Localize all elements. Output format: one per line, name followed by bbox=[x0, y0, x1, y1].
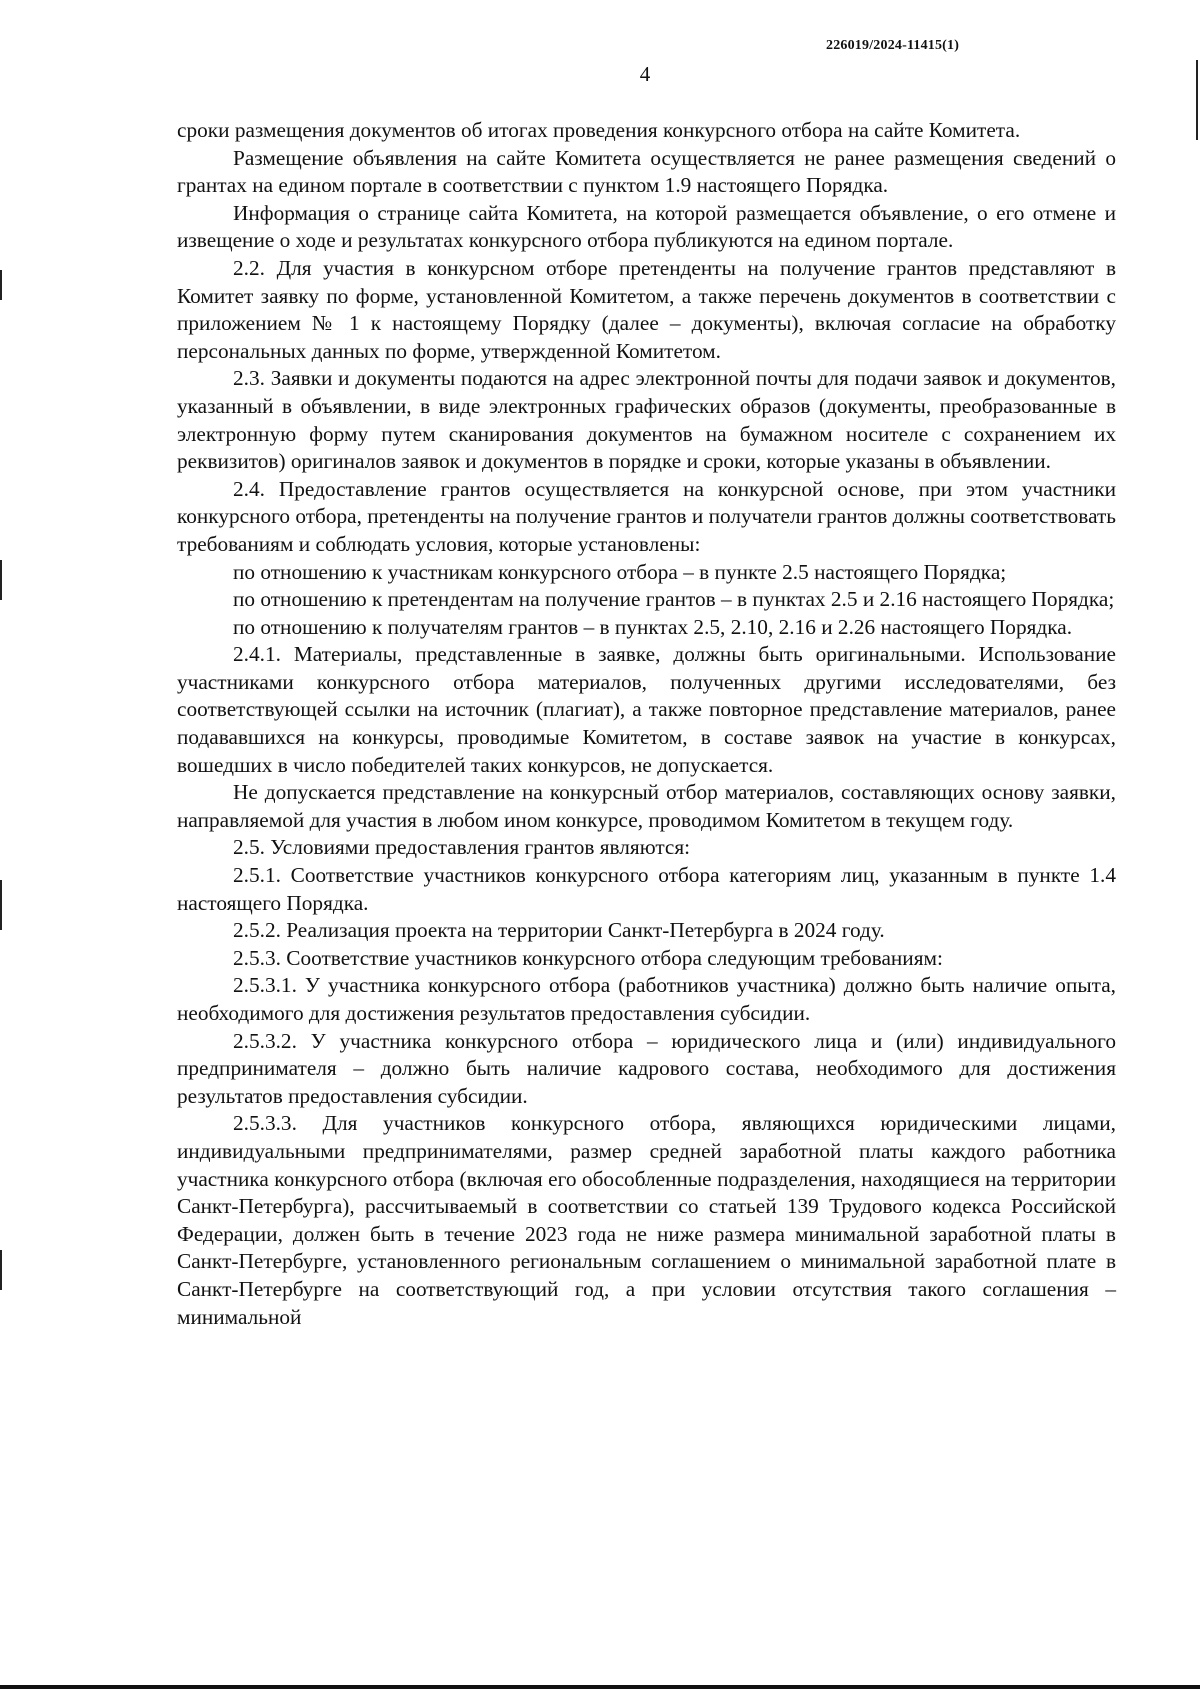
paragraph-2-4: 2.4. Предоставление грантов осуществляется на конкурсной основе, при этом участники конкурсного отбора, претенденты на получение грантов и получатели грантов должны соответствовать требованиям и соблюдать условия, которые установлены: bbox=[177, 476, 1116, 556]
paragraph-2-3: 2.3. Заявки и документы подаются на адрес электронной почты для подачи заявок и документов, указанный в объявлении, в виде электронных графических образов (документы, преобразованные в электронную форму путем сканирования документов на бумажном носителе с сохранением их реквизитов) оригиналов заявок и документов в порядке и сроки, которые указаны в объявлении. bbox=[177, 366, 1116, 474]
document-body bbox=[177, 117, 1116, 1331]
paragraph-2-4-1: 2.4.1. Материалы, представленные в заявке, должны быть оригинальными. Использование участниками конкурсного отбора материалов, полученных другими исследователями, без соответствующей ссылки на источник (плагиат), а также повторное представление материалов, ранее подававшихся на конкурсы, проводимые Комитетом, в составе заявок на участие в конкурсах, вошедших в число победителей таких конкурсов, не допускается. bbox=[177, 642, 1116, 777]
paragraph-2-2: 2.2. Для участия в конкурсном отборе претенденты на получение грантов представляют в Комитет заявку по форме, установленной Комитетом, а также перечень документов в соответствии с приложением № 1 к настоящему Порядку (далее – документы), включая согласие на обработку персональных данных по форме, утвержденной Комитетом. bbox=[177, 255, 1116, 363]
scan-bottom-edge bbox=[0, 1685, 1200, 1689]
paragraph-2-5-3-2: 2.5.3.2. У участника конкурсного отбора – юридического лица и (или) индивидуального предпринимателя – должно быть наличие кадрового состава, необходимого для достижения результатов предоставления субсидии. bbox=[177, 1028, 1116, 1108]
document-registration-number: 226019/2024-11415(1) bbox=[826, 38, 960, 53]
scan-edge-mark bbox=[0, 270, 2, 300]
paragraph: Размещение объявления на сайте Комитета осуществляется не ранее размещения сведений о грантах на едином портале в соответствии с пунктом 1.9 настоящего Порядка. bbox=[177, 145, 1116, 198]
scan-edge-mark bbox=[1196, 60, 1198, 140]
paragraph-2-5-2: 2.5.2. Реализация проекта на территории Санкт-Петербурга в 2024 году. bbox=[233, 918, 885, 943]
paragraph: по отношению к получателям грантов – в пунктах 2.5, 2.10, 2.16 и 2.26 настоящего Порядка. bbox=[233, 614, 1073, 639]
scan-edge-mark bbox=[0, 880, 2, 930]
paragraph-2-5: 2.5. Условиями предоставления грантов являются: bbox=[233, 835, 691, 860]
paragraph: по отношению к участникам конкурсного отбора – в пункте 2.5 настоящего Порядка; bbox=[233, 559, 1007, 584]
page-number: 4 bbox=[639, 62, 651, 86]
paragraph: Не допускается представление на конкурсный отбор материалов, составляющих основу заявки, направляемой для участия в любом ином конкурсе, проводимом Комитетом в текущем году. bbox=[177, 780, 1116, 832]
paragraph: по отношению к претендентам на получение грантов – в пунктах 2.5 и 2.16 настоящего Порядка; bbox=[233, 587, 1115, 612]
paragraph-2-5-3: 2.5.3. Соответствие участников конкурсного отбора следующим требованиям: bbox=[233, 945, 943, 970]
paragraph: Информация о странице сайта Комитета, на которой размещается объявление, о его отмене и извещение о ходе и результатах конкурсного отбора публикуются на едином портале. bbox=[177, 200, 1116, 253]
scan-edge-mark bbox=[0, 1250, 2, 1290]
paragraph-2-5-3-3: 2.5.3.3. Для участников конкурсного отбора, являющихся юридическими лицами, индивидуальными предпринимателями, размер средней заработной платы каждого работника участника конкурсного отбора (включая его обособленные подразделения, находящиеся на территории Санкт-Петербурга), рассчитываемый в соответствии со статьей 139 Трудового кодекса Российской Федерации, должен быть в течение 2023 года не ниже размера минимальной заработной платы в Санкт-Петербурге, установленного региональным соглашением о минимальной заработной плате в Санкт-Петербурге на соответствующий год, а при условии отсутствия такого соглашения – минимальной bbox=[177, 1111, 1116, 1329]
paragraph: сроки размещения документов об итогах проведения конкурсного отбора на сайте Комитета. bbox=[177, 118, 1021, 142]
scan-edge-mark bbox=[0, 560, 2, 600]
paragraph-2-5-1: 2.5.1. Соответствие участников конкурсного отбора категориям лиц, указанным в пункте 1.4 настоящего Порядка. bbox=[177, 863, 1116, 915]
paragraph-2-5-3-1: 2.5.3.1. У участника конкурсного отбора (работников участника) должно быть наличие опыта, необходимого для достижения результатов предоставления субсидии. bbox=[177, 973, 1116, 1025]
